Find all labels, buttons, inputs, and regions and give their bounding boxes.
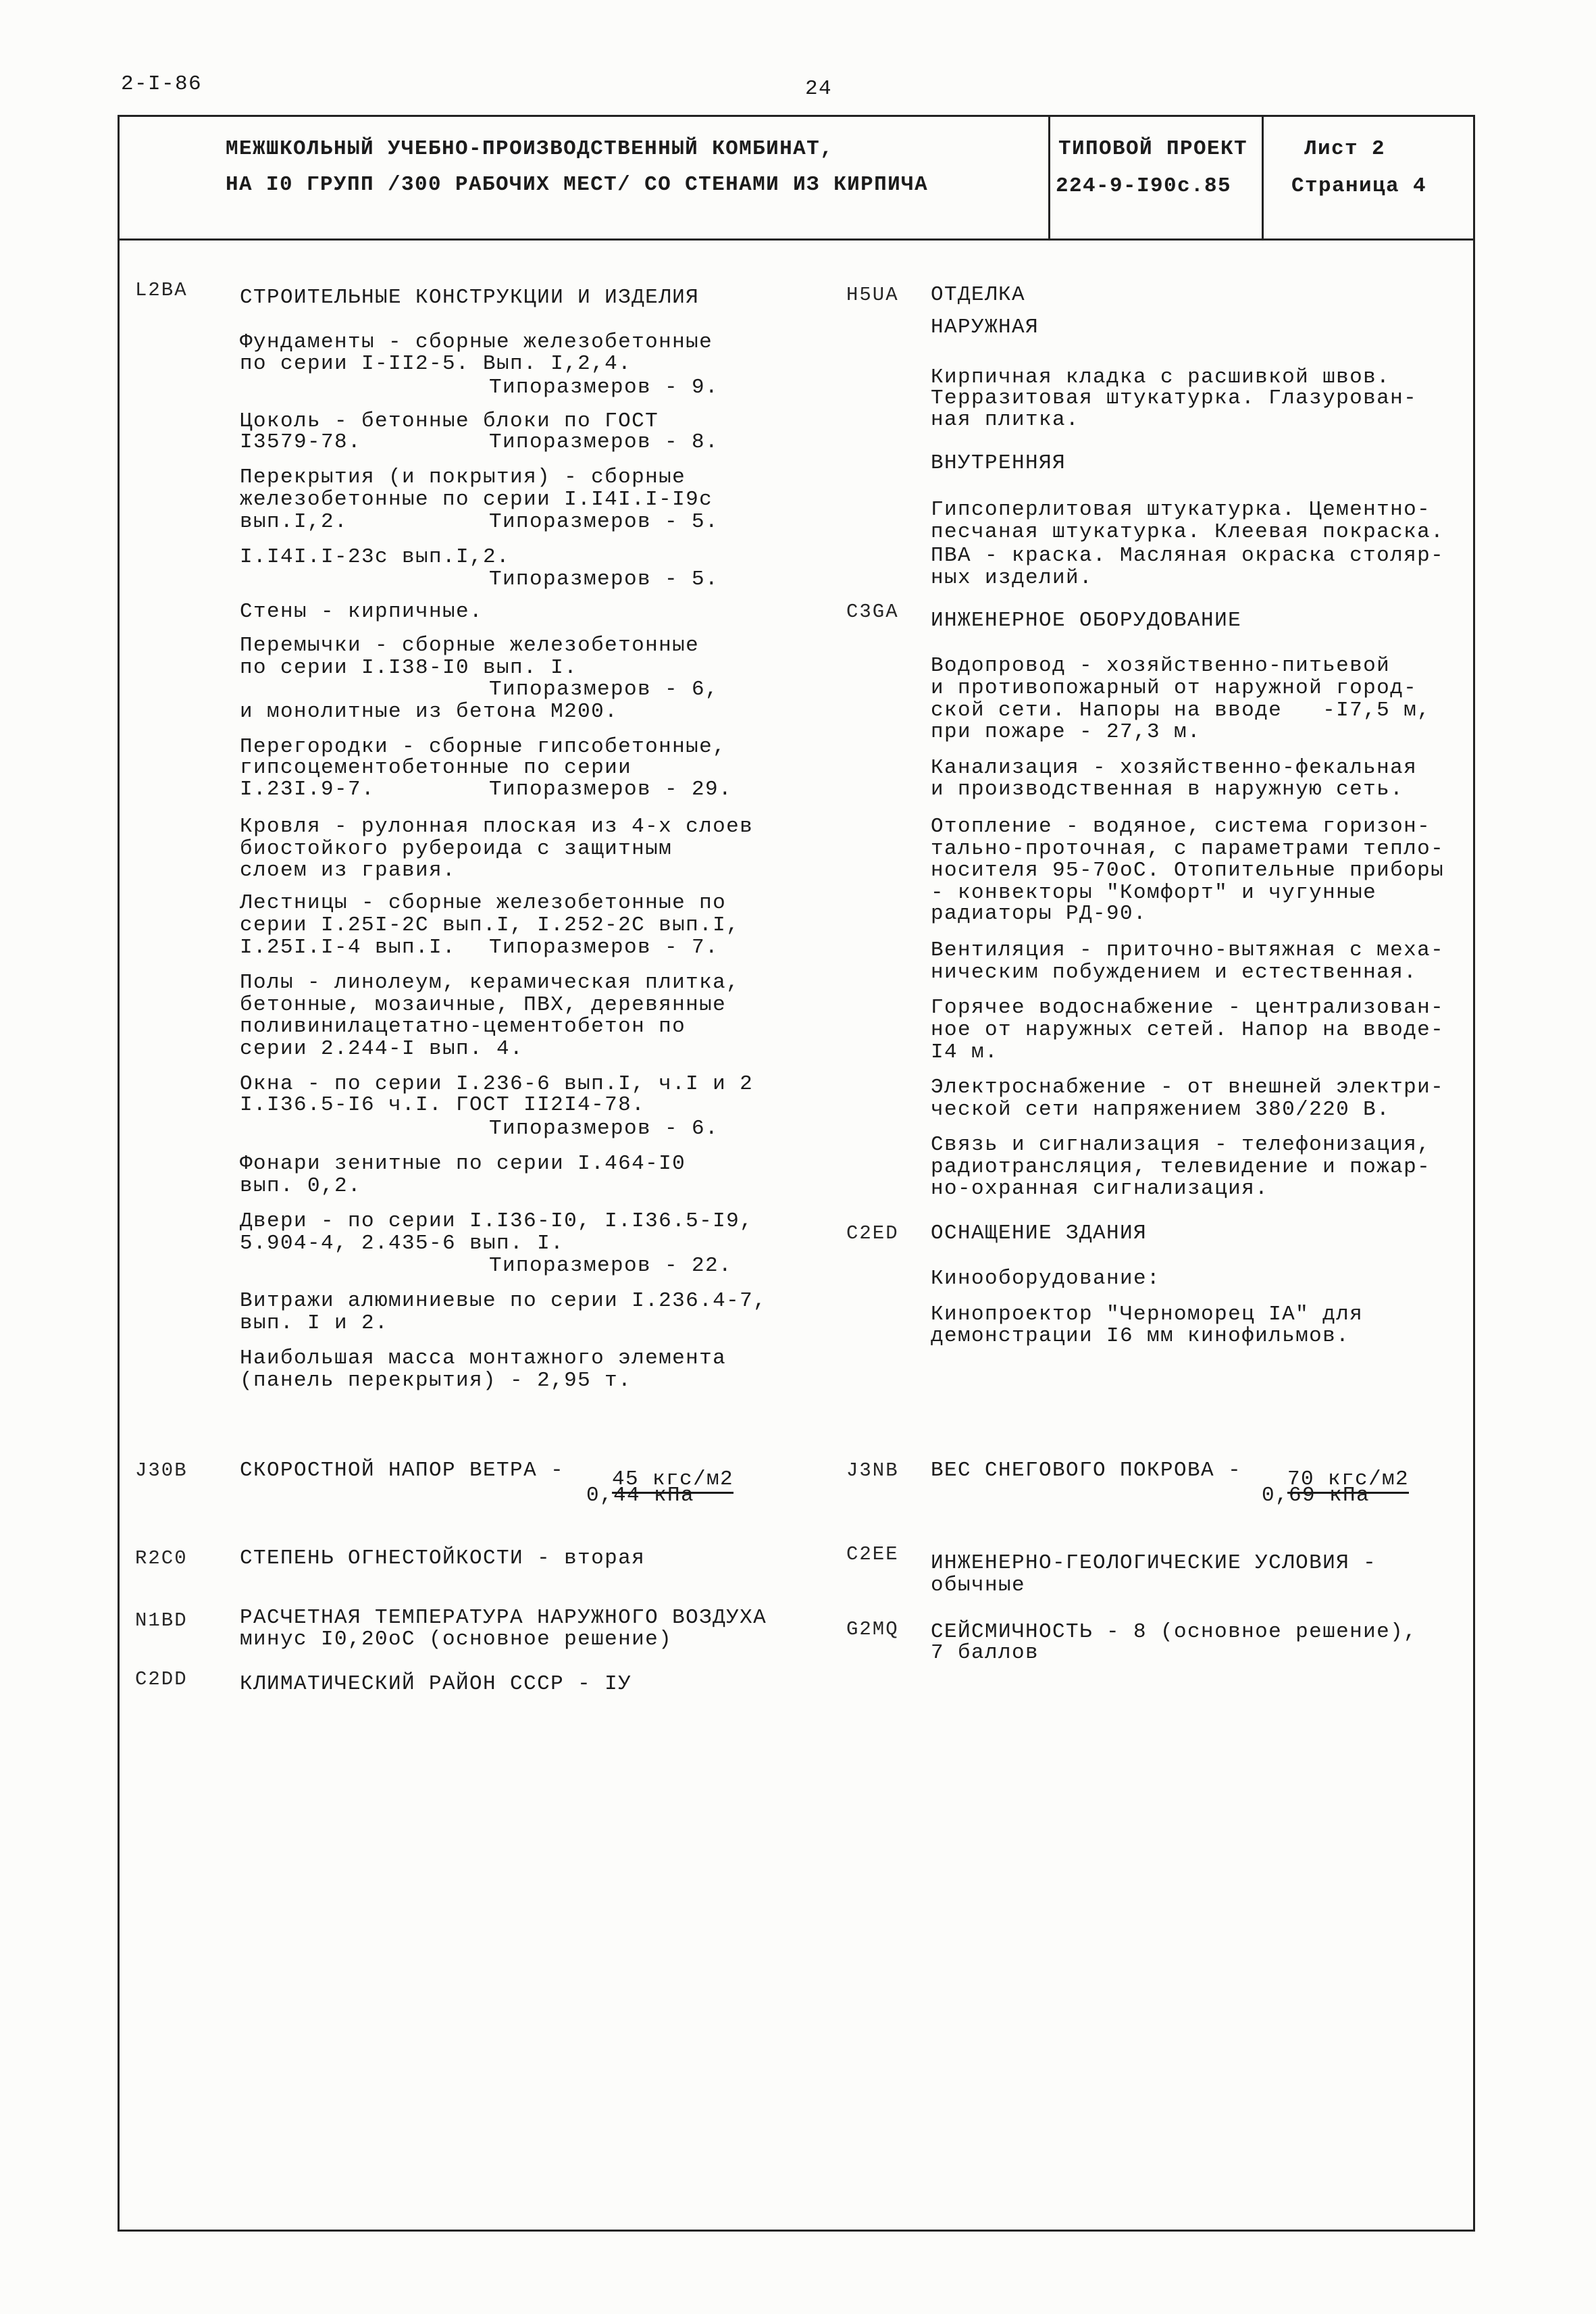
section-code: L2BA	[135, 279, 188, 301]
text-line: серии 2.244-I вып. 4.	[240, 1037, 524, 1061]
size-count: Типоразмеров - 22.	[489, 1254, 733, 1278]
sheet-page: Страница 4	[1291, 174, 1427, 198]
text-line: Перекрытия (и покрытия) - сборные	[240, 466, 686, 489]
temperature-text: минус I0,20оС (основное решение)	[240, 1628, 673, 1651]
text-line: бетонные, мозаичные, ПВХ, деревянные	[240, 993, 727, 1017]
doc-code: 2-I-86	[121, 72, 203, 96]
geology-text: обычные	[931, 1574, 1026, 1597]
section-title: ОТДЕЛКА	[931, 283, 1026, 307]
text-line: Витражи алюминиевые по серии I.236.4-7,	[240, 1289, 767, 1313]
text-line: I.I4I.I-23с вып.I,2.	[240, 545, 511, 569]
text-line: ническим побуждением и естественная.	[931, 961, 1418, 984]
text-line: вып. I и 2.	[240, 1311, 389, 1335]
text-line: и монолитные из бетона М200.	[240, 700, 619, 724]
text-line: Наибольшая масса монтажного элемента	[240, 1347, 727, 1370]
section-code: H5UA	[846, 284, 899, 306]
text-line: Вентиляция - приточно-вытяжная с меха-	[931, 938, 1445, 962]
text-line: ПВА - краска. Масляная окраска столяр-	[931, 544, 1445, 568]
text-line: Кирпичная кладка с расшивкой швов.	[931, 366, 1391, 389]
text-line: I.I36.5-I6 ч.I. ГОСТ II2I4-78.	[240, 1093, 646, 1117]
text-line: ской сети. Напоры на вводе -I7,5 м,	[931, 699, 1431, 722]
section-title: ИНЖЕНЕРНОЕ ОБОРУДОВАНИЕ	[931, 609, 1242, 632]
text-line: поливинилацетатно-цементобетон по	[240, 1015, 686, 1038]
size-count: Типоразмеров - 6.	[489, 1117, 719, 1140]
text-line: Гипсоперлитовая штукатурка. Цементно-	[931, 498, 1431, 522]
text-line: при пожаре - 27,3 м.	[931, 720, 1202, 744]
text-line: ческой сети напряжением 380/220 В.	[931, 1098, 1391, 1122]
size-count: Типоразмеров - 7.	[489, 936, 719, 959]
text-line: Перегородки - сборные гипсобетонные,	[240, 735, 727, 759]
text-line: Окна - по серии I.236-6 вып.I, ч.I и 2	[240, 1072, 754, 1096]
text-line: I3579-78.	[240, 430, 362, 454]
section-code: C3GA	[846, 601, 899, 623]
page-number: 24	[805, 77, 833, 101]
fraction-numerator: 70 кгс/м2	[1287, 1468, 1409, 1494]
text-line: I4 м.	[931, 1040, 999, 1064]
fraction-denominator: 0,44 кПа	[586, 1484, 695, 1507]
text-line: и производственная в наружную сеть.	[931, 778, 1404, 801]
project-code: 224-9-I90с.85	[1056, 174, 1232, 198]
geology-text: ИНЖЕНЕРНО-ГЕОЛОГИЧЕСКИЕ УСЛОВИЯ -	[931, 1551, 1377, 1575]
size-count: Типоразмеров - 5.	[489, 510, 719, 534]
size-count: Типоразмеров - 6,	[489, 678, 719, 701]
header-title-line: НА I0 ГРУПП /300 РАБОЧИХ МЕСТ/ СО СТЕНАМИ ИЗ КИРПИЧА	[226, 173, 929, 197]
text-line: Связь и сигнализация - телефонизация,	[931, 1133, 1431, 1157]
text-line: Канализация - хозяйственно-фекальная	[931, 756, 1418, 780]
header-column-divider	[1262, 115, 1264, 240]
sheet-number: Лист 2	[1304, 137, 1386, 161]
text-line: демонстрации I6 мм кинофильмов.	[931, 1324, 1350, 1348]
climate-text: КЛИМАТИЧЕСКИЙ РАЙОН СССР - IУ	[240, 1672, 632, 1696]
text-line: I.25I.I-4 вып.I.	[240, 936, 457, 959]
temperature-text: РАСЧЕТНАЯ ТЕМПЕРАТУРА НАРУЖНОГО ВОЗДУХА	[240, 1606, 767, 1630]
text-line: Водопровод - хозяйственно-питьевой	[931, 654, 1391, 678]
size-count: Типоразмеров - 9.	[489, 376, 719, 399]
text-line: Двери - по серии I.I36-I0, I.I36.5-I9,	[240, 1209, 754, 1233]
text-line: Кровля - рулонная плоская из 4-х слоев	[240, 815, 754, 838]
text-line: Перемычки - сборные железобетонные	[240, 634, 700, 657]
header-divider	[118, 238, 1475, 241]
text-line: биостойкого рубероида с защитным	[240, 837, 673, 861]
section-code: C2EE	[846, 1543, 899, 1565]
text-line: Фонари зенитные по серии I.464-I0	[240, 1152, 686, 1176]
text-line: серии I.25I-2С вып.I, I.252-2С вып.I,	[240, 913, 740, 937]
size-count: Типоразмеров - 5.	[489, 568, 719, 591]
text-line: ных изделий.	[931, 566, 1093, 590]
text-line: Цоколь - бетонные блоки по ГОСТ	[240, 409, 659, 433]
subsection-title: НАРУЖНАЯ	[931, 316, 1039, 339]
text-line: вып.I,2.	[240, 510, 349, 534]
text-line: Кинооборудование:	[931, 1267, 1161, 1290]
section-title: СТРОИТЕЛЬНЫЕ КОНСТРУКЦИИ И ИЗДЕЛИЯ	[240, 286, 700, 309]
subsection-title: ВНУТРЕННЯЯ	[931, 451, 1066, 475]
text-line: по серии I-II2-5. Вып. I,2,4.	[240, 352, 632, 376]
fraction-denominator: 0,69 кПа	[1262, 1484, 1370, 1507]
section-code: J3NB	[846, 1459, 899, 1482]
section-title: ОСНАЩЕНИЕ ЗДАНИЯ	[931, 1222, 1148, 1245]
size-count: Типоразмеров - 29.	[489, 778, 733, 801]
size-count: Типоразмеров - 8.	[489, 430, 719, 454]
text-line: Электроснабжение - от внешней электри-	[931, 1076, 1445, 1099]
text-line: гипсоцементобетонные по серии	[240, 756, 632, 780]
snow-load-label: ВЕС СНЕГОВОГО ПОКРОВА -	[931, 1459, 1242, 1482]
header-column-divider	[1048, 115, 1050, 240]
section-code: J30B	[135, 1459, 188, 1482]
section-code: N1BD	[135, 1609, 188, 1632]
fraction-numerator: 45 кгс/м2	[612, 1468, 733, 1494]
text-line: Кинопроектор "Черноморец IА" для	[931, 1303, 1364, 1326]
section-code: C2ED	[846, 1222, 899, 1244]
text-line: Стены - кирпичные.	[240, 600, 484, 624]
section-code: R2C0	[135, 1547, 188, 1569]
text-line: по серии I.I38-I0 вып. I.	[240, 656, 578, 680]
text-line: ная плитка.	[931, 408, 1080, 432]
text-line: Полы - линолеум, керамическая плитка,	[240, 971, 740, 995]
text-line: носителя 95-70оС. Отопительные приборы	[931, 859, 1445, 882]
text-line: 5.904-4, 2.435-6 вып. I.	[240, 1232, 565, 1255]
text-line: вып. 0,2.	[240, 1174, 362, 1198]
text-line: но-охранная сигнализация.	[931, 1177, 1269, 1201]
seismic-text: СЕЙСМИЧНОСТЬ - 8 (основное решение),	[931, 1620, 1418, 1644]
text-line: I.23I.9-7.	[240, 778, 376, 801]
text-line: и противопожарный от наружной город-	[931, 676, 1418, 700]
text-line: Горячее водоснабжение - централизован-	[931, 996, 1445, 1020]
text-line: Терразитовая штукатурка. Глазурован-	[931, 386, 1418, 410]
project-label: ТИПОВОЙ ПРОЕКТ	[1058, 137, 1248, 161]
text-line: Лестницы - сборные железобетонные по	[240, 891, 727, 915]
section-code: C2DD	[135, 1668, 188, 1690]
text-line: ное от наружных сетей. Напор на вводе-	[931, 1018, 1445, 1042]
text-line: тально-проточная, с параметрами тепло-	[931, 837, 1445, 861]
text-line: слоем из гравия.	[240, 859, 457, 882]
text-line: - конвекторы "Комфорт" и чугунные	[931, 881, 1377, 905]
text-line: (панель перекрытия) - 2,95 т.	[240, 1369, 632, 1392]
text-line: радиотрансляция, телевидение и пожар-	[931, 1155, 1431, 1179]
text-line: песчаная штукатурка. Клеевая покраска.	[931, 520, 1445, 544]
fire-resistance-text: СТЕПЕНЬ ОГНЕСТОЙКОСТИ - вторая	[240, 1546, 646, 1570]
wind-load-label: СКОРОСТНОЙ НАПОР ВЕТРА -	[240, 1459, 565, 1482]
seismic-text: 7 баллов	[931, 1641, 1039, 1665]
text-line: Фундаменты - сборные железобетонные	[240, 330, 713, 354]
text-line: Отопление - водяное, система горизон-	[931, 815, 1431, 838]
text-line: радиаторы РД-90.	[931, 902, 1148, 926]
header-title-line: МЕЖШКОЛЬНЫЙ УЧЕБНО-ПРОИЗВОДСТВЕННЫЙ КОМБИНАТ,	[226, 137, 834, 161]
text-line: железобетонные по серии I.I4I.I-I9с	[240, 488, 713, 511]
section-code: G2MQ	[846, 1618, 899, 1640]
